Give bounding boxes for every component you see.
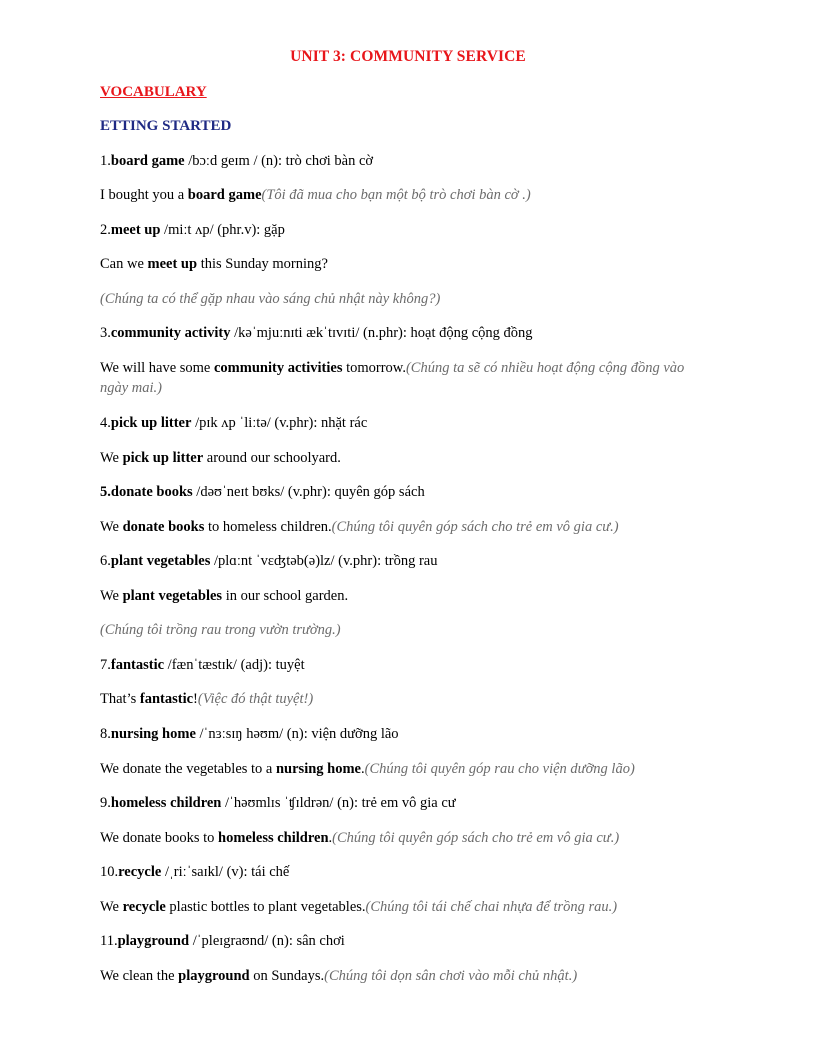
entry-8-example	[100, 759, 720, 779]
entry-number: 7.	[100, 657, 111, 673]
entry-word: playground	[117, 933, 190, 949]
entry-5-definition	[100, 482, 720, 502]
example-text: That’s	[100, 691, 140, 707]
entry-word: fantastic	[110, 657, 165, 673]
vocabulary-heading: VOCABULARY	[100, 84, 207, 100]
entry-word: recycle	[118, 864, 162, 880]
entry-number: 4.	[100, 415, 111, 431]
entry-1-definition	[100, 151, 720, 171]
example-translation: (Chúng tôi quyên góp rau cho viện dưỡng lão)	[364, 761, 635, 777]
entry-def: /bɔːd geɪm / (n): trò chơi bàn cờ	[184, 153, 374, 169]
entry-number: 2.	[100, 222, 111, 238]
entry-word: homeless children	[110, 795, 222, 811]
example-keyword: plant vegetables	[122, 588, 223, 604]
entry-def: /ˈpleɪgraʊnd/ (n): sân chơi	[189, 933, 345, 949]
entry-word: nursing home	[110, 726, 196, 742]
example-translation: (Chúng tôi quyên góp sách cho trẻ em vô gia cư.)	[332, 830, 620, 846]
entry-def: /miːt ʌp/ (phr.v): gặp	[160, 222, 285, 238]
entry-word: board game	[110, 153, 185, 169]
example-text-end: .	[361, 761, 365, 777]
example-text: We donate books to	[100, 830, 219, 846]
example-translation: (Chúng tôi quyên góp sách cho trẻ em vô gia cư.)	[331, 519, 619, 535]
entry-7-definition	[100, 655, 720, 675]
example-keyword: playground	[178, 968, 250, 984]
example-keyword: fantastic	[139, 691, 194, 707]
entry-10-example	[100, 897, 720, 917]
example-translation: (Việc đó thật tuyệt!)	[197, 691, 314, 707]
entry-11-definition	[100, 931, 720, 951]
entry-def: /plɑːnt ˈvɛʤtəb(ə)lz/ (v.phr): trồng rau	[210, 553, 438, 569]
example-text: We clean the	[100, 968, 179, 984]
entry-4-definition	[100, 413, 720, 433]
example-text: We donate the vegetables to a	[100, 761, 276, 777]
entry-3-definition	[100, 323, 720, 343]
entry-4-example	[100, 448, 720, 468]
entry-def: /dəʊˈneɪt bʊks/ (v.phr): quyên góp sách	[192, 484, 425, 500]
entry-def: /ˈhəʊmlɪs ˈʧɪldrən/ (n): trẻ em vô gia cư	[221, 795, 456, 811]
entry-number: 5.	[100, 484, 111, 500]
entry-number: 3.	[100, 325, 111, 341]
entry-word: plant vegetables	[110, 553, 211, 569]
example-keyword: recycle	[122, 899, 166, 915]
entry-number: 10.	[100, 864, 119, 880]
example-text: I bought you a	[100, 187, 188, 203]
entry-number: 1.	[100, 153, 111, 169]
example-keyword: homeless children	[218, 830, 329, 846]
entry-1-example	[100, 185, 720, 205]
entry-2-translation: (Chúng ta có thể gặp nhau vào sáng chủ nhật này không?)	[100, 291, 441, 307]
entry-word: community activity	[110, 325, 231, 341]
entry-number: 6.	[100, 553, 111, 569]
example-keyword: nursing home	[275, 761, 361, 777]
example-text-end: on Sundays.	[249, 968, 325, 984]
entry-word: donate books	[110, 484, 193, 500]
entry-10-definition	[100, 862, 720, 882]
example-text: We	[100, 588, 123, 604]
entry-9-definition	[100, 793, 720, 813]
page-title: UNIT 3: COMMUNITY SERVICE	[290, 48, 526, 65]
entry-2-example	[100, 254, 720, 274]
entry-11-example	[100, 966, 720, 986]
entry-def: /ˌriːˈsaɪkl/ (v): tái chế	[161, 864, 290, 880]
entry-number: 9.	[100, 795, 111, 811]
example-translation: (Tôi đã mua cho bạn một bộ trò chơi bàn cờ .)	[261, 187, 531, 203]
entry-number: 8.	[100, 726, 111, 742]
entry-def: /kəˈmjuːnɪti ækˈtɪvɪti/ (n.phr): hoạt động cộng đồng	[230, 325, 533, 341]
example-keyword: board game	[187, 187, 262, 203]
example-translation: (Chúng tôi tái chế chai nhựa để trồng rau.)	[365, 899, 618, 915]
example-text-end: plastic bottles to plant vegetables.	[165, 899, 366, 915]
example-text-end: in our school garden.	[222, 588, 349, 604]
example-text: We	[100, 450, 123, 466]
entry-number: 11.	[100, 933, 118, 949]
example-text: Can we	[100, 256, 148, 272]
entry-5-example	[100, 517, 720, 537]
entry-6-translation: (Chúng tôi trồng rau trong vườn trường.)	[100, 622, 341, 638]
entry-def: /fænˈtæstɪk/ (adj): tuyệt	[164, 657, 305, 673]
example-keyword: pick up litter	[122, 450, 204, 466]
example-keyword: community activities	[214, 360, 343, 376]
example-text-end: .	[328, 830, 333, 846]
section-heading: ETTING STARTED	[100, 118, 232, 134]
entry-2-definition	[100, 220, 720, 240]
entry-def: /pɪk ʌp ˈliːtə/ (v.phr): nhặt rác	[191, 415, 368, 431]
example-text: We	[100, 519, 123, 535]
example-text-end: !	[193, 691, 198, 707]
entry-3-example	[100, 358, 700, 398]
entry-7-example	[100, 689, 720, 709]
entry-8-definition	[100, 724, 720, 744]
entry-9-example	[100, 828, 720, 848]
entry-word: meet up	[110, 222, 161, 238]
example-text-end: this Sunday morning?	[197, 256, 328, 272]
example-text-end: to homeless children.	[204, 519, 332, 535]
entry-word: pick up litter	[110, 415, 192, 431]
example-keyword: donate books	[122, 519, 205, 535]
example-text-end: around our schoolyard.	[203, 450, 341, 466]
example-text: We will have some	[100, 360, 214, 376]
example-translation: (Chúng tôi dọn sân chơi vào mỗi chủ nhật.)	[324, 968, 578, 984]
example-translation: (Chúng ta sẽ có nhiều hoạt động cộng đồng vào ngày mai.)	[100, 360, 685, 396]
example-text: We	[100, 899, 123, 915]
entry-6-example	[100, 586, 720, 606]
example-keyword: meet up	[147, 256, 198, 272]
entry-6-definition	[100, 551, 720, 571]
example-text-end: tomorrow.	[342, 360, 406, 376]
entry-def: /ˈnɜːsɪŋ həʊm/ (n): viện dưỡng lão	[195, 726, 399, 742]
